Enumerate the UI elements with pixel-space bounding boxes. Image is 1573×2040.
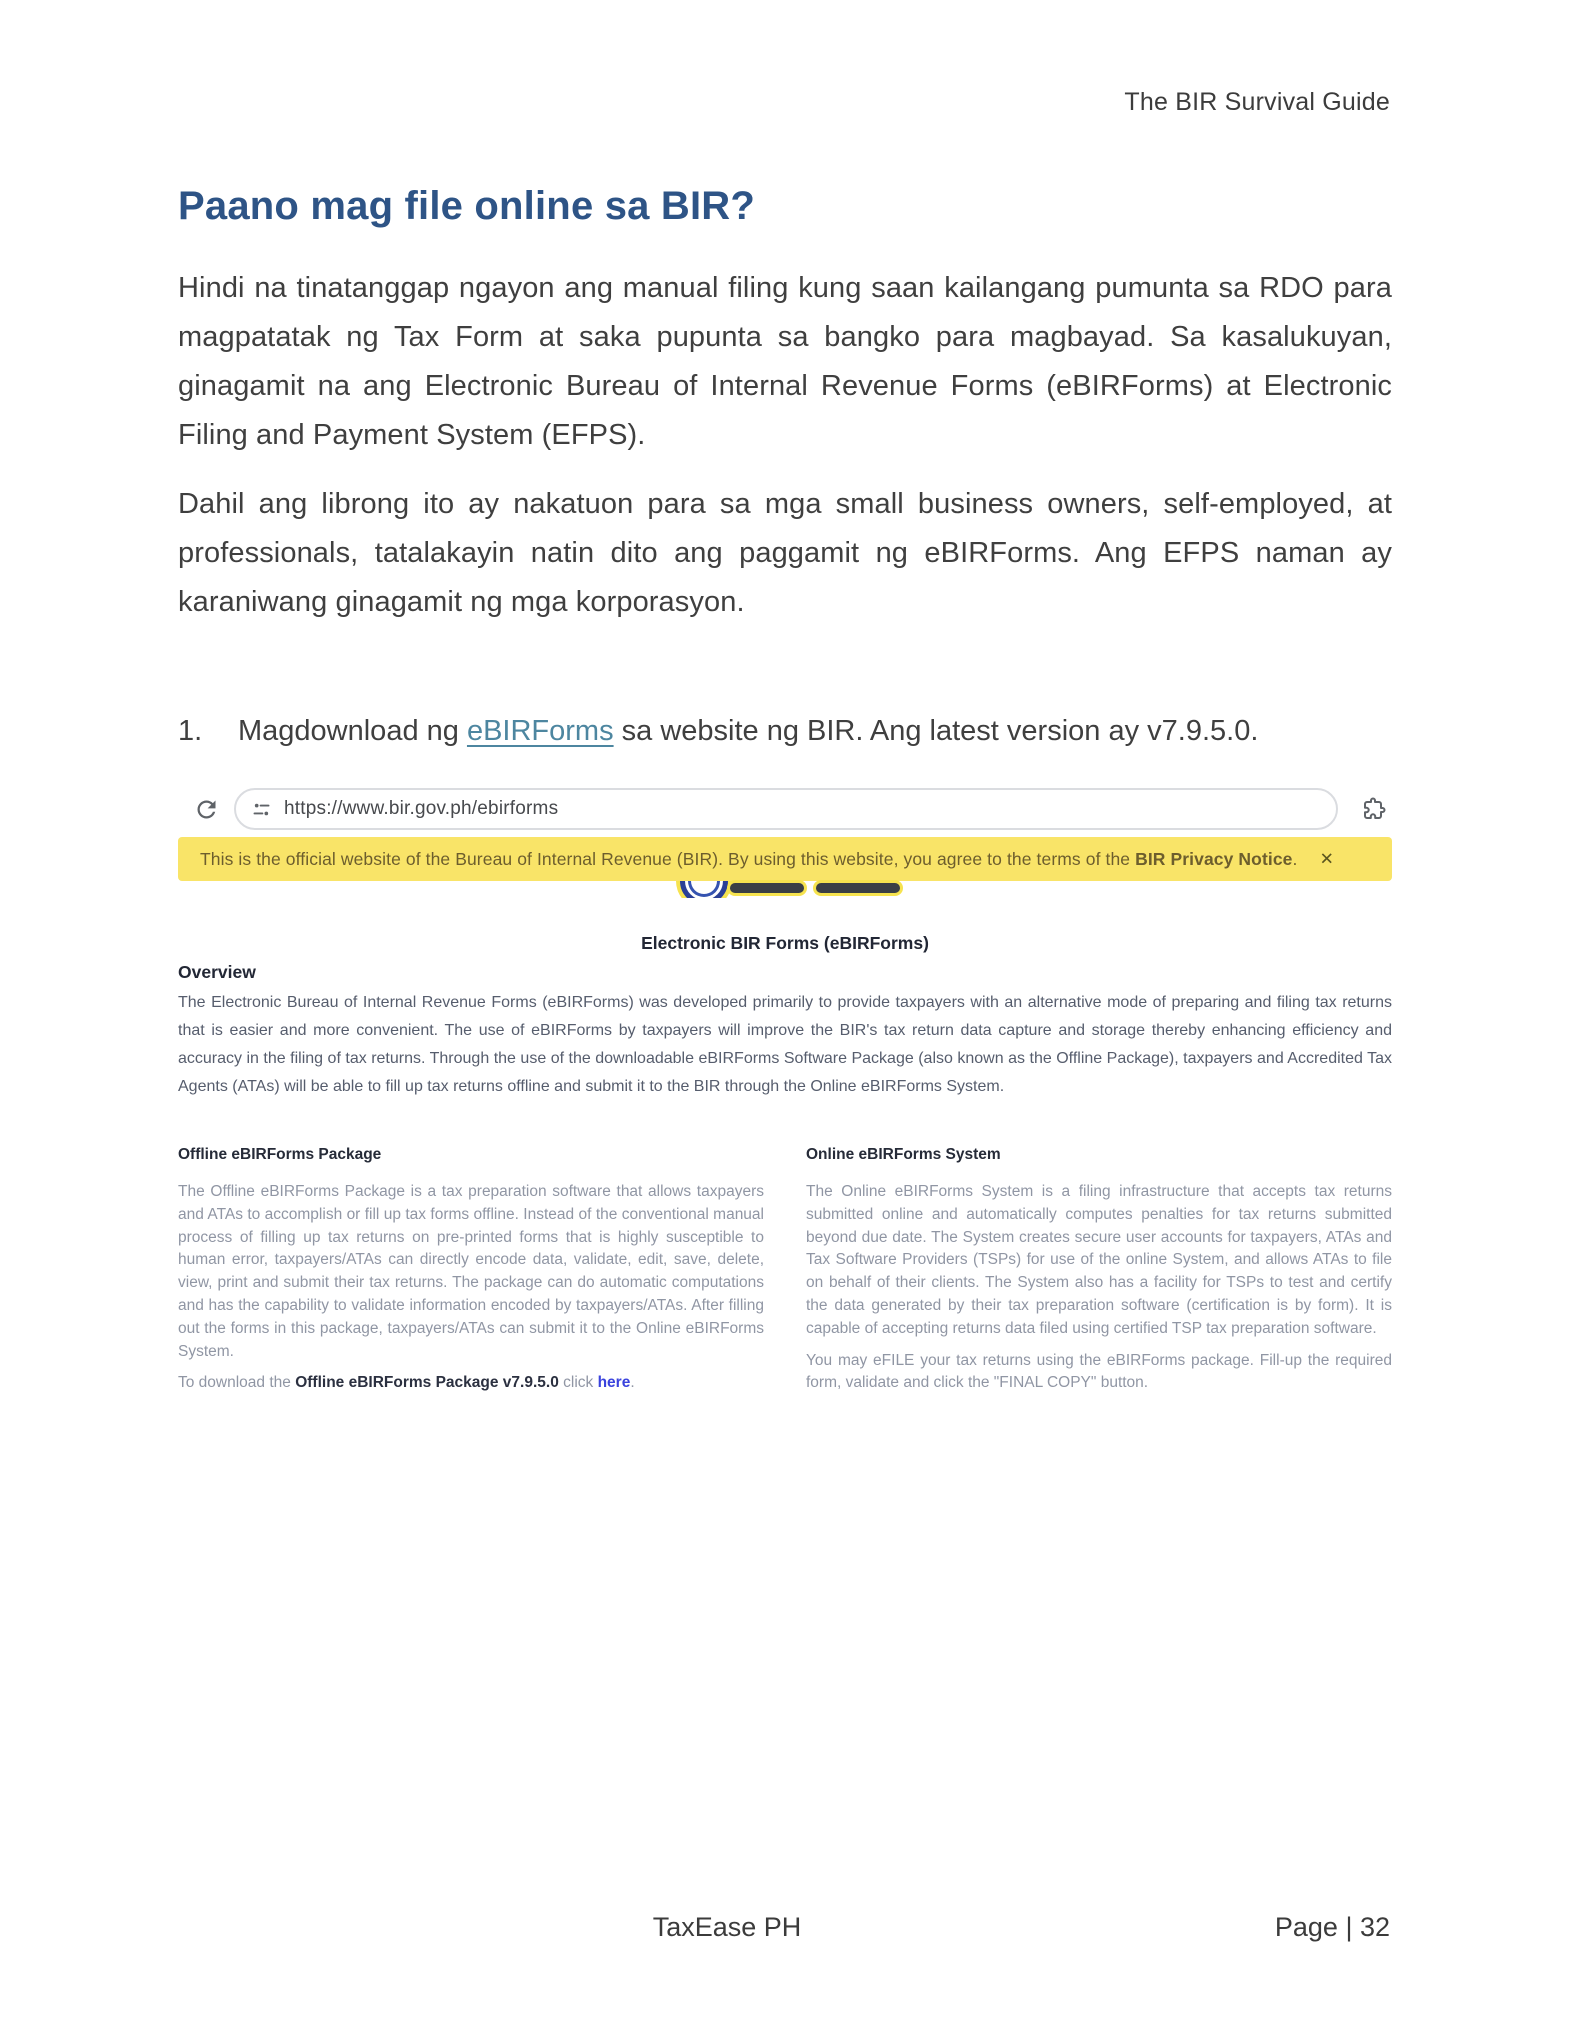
offline-package-body: The Offline eBIRForms Package is a tax preparation software that allows taxpayers and ATAs to accomplish or fill up tax forms offline. Instead of the conventional manual process of filling up tax returns on pre-printed forms that is highly susceptible to human error, taxpayers/ATAs can directly encode data, validate, edit, save, delete, view, print and submit their tax returns. The package can do automatic computations and has the capability to validate information encoded by taxpayers/ATAs. After filling out the forms in this package, taxpayers/ATAs can submit it to the Online eBIRForms System. bbox=[178, 1183, 764, 1360]
two-column-section bbox=[178, 1145, 1392, 1395]
browser-screenshot bbox=[178, 787, 1392, 1395]
footer-page-number: Page | 32 bbox=[1274, 1912, 1390, 1942]
ebirforms-link[interactable]: eBIRForms bbox=[466, 715, 614, 747]
paragraph-scope: Dahil ang librong ito ay nakatuon para sa mga small business owners, self-employed, at professionals, tatalakayin natin dito ang paggamit ng eBIRForms. Ang EFPS naman ay karaniwang ginagamit ng mga korporasyon. bbox=[178, 488, 1392, 618]
overview-paragraph: The Electronic Bureau of Internal Revenue Forms (eBIRForms) was developed primarily to provide taxpayers with an alternative mode of preparing and filing tax returns that is easier and more convenient. The use of eBIRForms by taxpayers will improve the BIR's tax return data capture and storage thereby enhancing efficiency and accuracy in the filing of tax returns. Through the use of the downloadable eBIRForms Software Package (also known as the Offline Package), taxpayers and Accredited Tax Agents (ATAs) will be able to fill up tax returns offline and submit it to the BIR through the Online eBIRForms System. bbox=[178, 994, 1392, 1095]
bir-logo-cropped bbox=[178, 881, 1392, 899]
page-content bbox=[178, 182, 1392, 1395]
bir-notice-banner bbox=[178, 837, 1392, 881]
paragraph-intro: Hindi na tinatanggap ngayon ang manual filing kung saan kailangang pumunta sa RDO para magpatatak ng Tax Form at saka pupunta sa bangko para magbayad. Sa kasalukuyan, ginagamit na ang Electronic Bureau of Internal Revenue Forms (eBIRForms) at Electronic Filing and Payment System (EFPS). bbox=[178, 272, 1392, 451]
online-system-body2: You may eFILE your tax returns using the eBIRForms package. Fill-up the required form, validate and click the "FINAL COPY" button. bbox=[806, 1351, 1392, 1392]
reload-icon[interactable] bbox=[193, 796, 220, 823]
footer-brand: TaxEase PH bbox=[652, 1912, 802, 1942]
step-text-after: sa website ng BIR. Ang latest version ay v7.9.5.0. bbox=[613, 715, 1259, 747]
download-package-name: Offline eBIRForms Package v7.9.5.0 bbox=[295, 1374, 559, 1392]
page-title: Paano mag file online sa BIR? bbox=[178, 184, 756, 228]
browser-toolbar bbox=[178, 787, 1392, 831]
numbered-step-1 bbox=[178, 711, 1392, 751]
logo-wordmark-fragment bbox=[816, 883, 900, 893]
download-line bbox=[178, 1372, 764, 1395]
offline-package-heading: Offline eBIRForms Package bbox=[178, 1146, 382, 1163]
extensions-puzzle-icon[interactable] bbox=[1362, 797, 1386, 821]
offline-package-column bbox=[178, 1145, 764, 1395]
download-text-after: . bbox=[630, 1374, 635, 1392]
banner-text-after: . bbox=[1292, 848, 1298, 869]
download-text-middle: click bbox=[558, 1374, 598, 1392]
banner-text-before: This is the official website of the Bureau of Internal Revenue (BIR). By using this website, you agree to the terms of the bbox=[200, 848, 1136, 869]
download-text-before: To download the bbox=[178, 1374, 296, 1392]
close-icon[interactable]: ✕ bbox=[1319, 849, 1334, 869]
bir-privacy-notice-link[interactable]: BIR Privacy Notice bbox=[1135, 848, 1293, 869]
site-page-title: Electronic BIR Forms (eBIRForms) bbox=[641, 933, 929, 953]
address-bar[interactable] bbox=[234, 788, 1338, 830]
step-text-before: Magdownload ng bbox=[238, 715, 467, 747]
logo-wordmark-fragment bbox=[730, 883, 804, 893]
bir-seal-icon bbox=[676, 881, 732, 898]
step-text bbox=[238, 711, 1258, 751]
step-number: 1. bbox=[178, 715, 203, 747]
download-here-link[interactable]: here bbox=[597, 1374, 631, 1392]
banner-text bbox=[200, 849, 1297, 870]
overview-heading: Overview bbox=[178, 962, 256, 982]
online-system-heading: Online eBIRForms System bbox=[806, 1146, 1001, 1163]
online-system-body: The Online eBIRForms System is a filing infrastructure that accepts tax returns submitted online and automatically computes penalties for tax returns submitted beyond due date. The System creates secure user accounts for taxpayers, ATAs and Tax Software Providers (TSPs) for use of the online System, and allows ATAs to file on behalf of their clients. The System also has a facility for TSPs to test and certify the data generated by their tax preparation software (certification is by form). It is capable of accepting returns data filed using certified TSP tax preparation software. bbox=[806, 1183, 1392, 1337]
url-text: https://www.bir.gov.ph/ebirforms bbox=[284, 798, 559, 819]
online-system-column bbox=[806, 1145, 1392, 1395]
site-settings-icon[interactable] bbox=[251, 799, 272, 820]
running-header: The BIR Survival Guide bbox=[1124, 88, 1390, 116]
